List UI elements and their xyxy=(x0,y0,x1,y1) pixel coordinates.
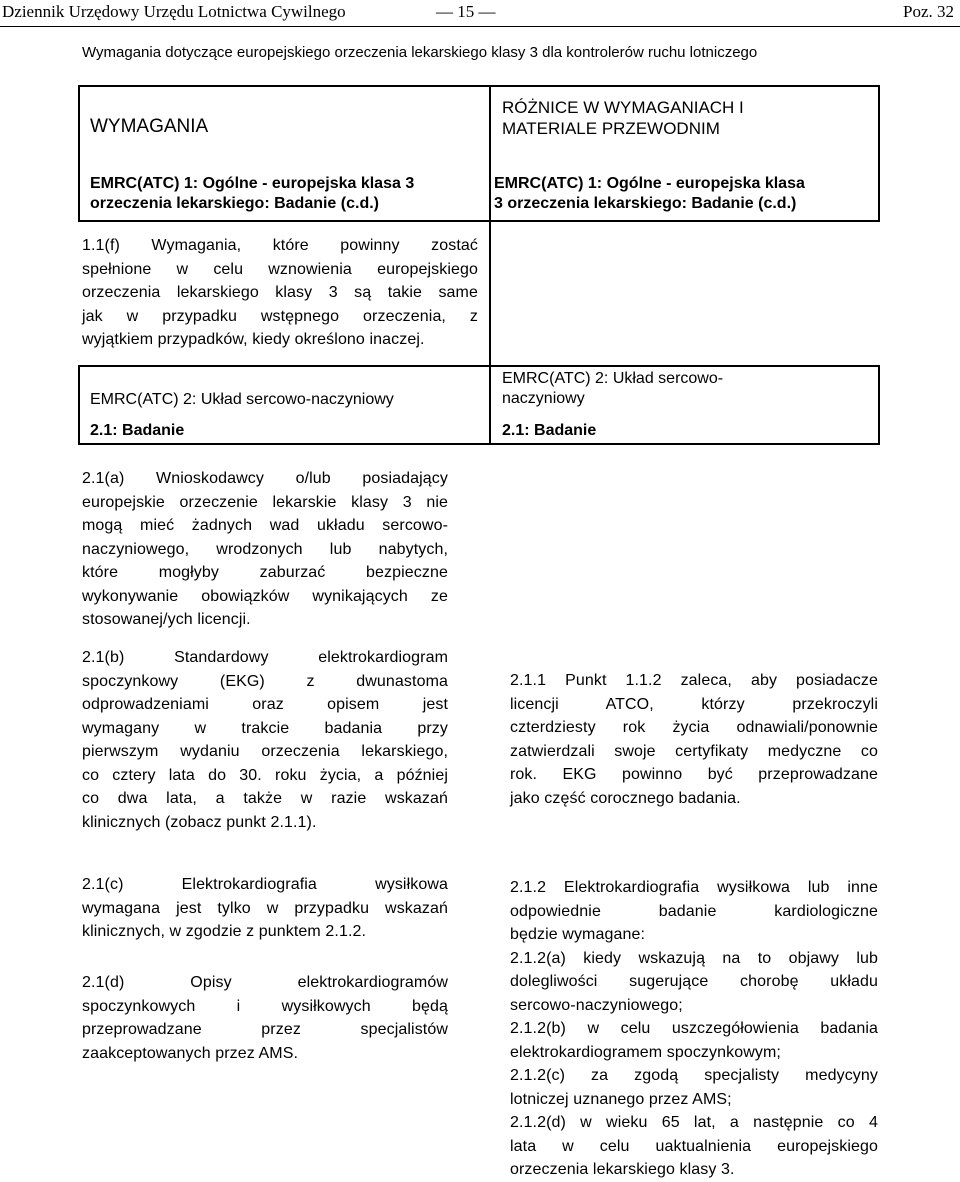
text-line: 2.1(b) Standardowy elektrokardiogram xyxy=(82,649,448,666)
text-line: jako część corocznego badania. xyxy=(510,789,741,807)
page-number: — 15 — xyxy=(436,2,496,21)
text-line: sercowo-naczyniowego; xyxy=(510,996,683,1014)
text-line: spoczynkowy (EKG) z dwunastoma xyxy=(82,672,448,690)
text-line: jak w przypadku wstępnego orzeczenia, z xyxy=(82,307,478,325)
text-line: zaakceptowanych przez AMS. xyxy=(82,1044,299,1062)
section2-title-left: EMRC(ATC) 2: Układ sercowo-naczyniowy xyxy=(90,391,394,408)
paragraph-2-1-1 xyxy=(510,669,878,810)
table-column-divider xyxy=(489,85,491,222)
page-header xyxy=(0,2,960,24)
paragraph-2-1c xyxy=(82,873,448,944)
text-line: wymagana jest tylko w przypadku wskazań xyxy=(82,899,448,917)
text-line: stosowanej/ych licencji. xyxy=(82,611,251,628)
paragraph-2-1d xyxy=(82,971,448,1065)
text-line: wymagany w trakcie badania przy xyxy=(82,719,448,737)
document-title: Wymagania dotyczące europejskiego orzeczenia lekarskiego klasy 3 dla kontrolerów ruchu lotniczego xyxy=(82,44,758,61)
text-line: europejskie orzeczenie lekarskie klasy 3 nie xyxy=(82,493,448,511)
text-line: lata w celu uaktualnienia europejskiego xyxy=(510,1137,878,1155)
section2-subtitle-left: 2.1: Badanie xyxy=(90,422,185,439)
text-line: które mogłyby zaburzać bezpieczne xyxy=(82,564,448,581)
text-line: lotniczej uznanego przez AMS; xyxy=(510,1090,732,1108)
text-line: co cztery lata do 30. roku życia, a później xyxy=(82,766,448,784)
header-divider xyxy=(0,26,960,27)
text-line: co dwa lata, a także w razie wskazań xyxy=(82,790,448,807)
text-line: 2.1.2(d) w wieku 65 lat, a następnie co 4 xyxy=(510,1114,878,1131)
paragraph-2-1-2 xyxy=(510,876,878,1182)
position-number: Poz. 32 xyxy=(903,2,954,21)
text-line: elektrokardiogramem spoczynkowym; xyxy=(510,1043,781,1061)
section1-heading-left: EMRC(ATC) 1: Ogólne - europejska klasa 3 orzeczenia lekarskiego: Badanie (c.d.) xyxy=(90,175,415,212)
paragraph-2-1b xyxy=(82,646,448,834)
text-line: zatwierdzali swoje certyfikaty medyczne co xyxy=(510,742,878,760)
text-line: odprowadzeniami oraz opisem jest xyxy=(82,696,448,713)
text-line: 2.1(d) Opisy elektrokardiogramów xyxy=(82,974,448,991)
column-heading-requirements: WYMAGANIA xyxy=(90,116,209,137)
text-line: wykonywanie obowiązków wynikających ze xyxy=(82,587,448,605)
text-line: 2.1(a) Wnioskodawcy o/lub posiadający xyxy=(82,470,448,487)
text-line: pierwszym wydaniu orzeczenia lekarskiego, xyxy=(82,743,448,760)
text-line: 2.1(c) Elektrokardiografia wysiłkowa xyxy=(82,876,448,893)
text-line: czterdziesty rok życia odnawiali/ponownie xyxy=(510,719,878,736)
table-column-divider xyxy=(489,365,491,445)
journal-title: Dziennik Urzędowy Urzędu Lotnictwa Cywilnego xyxy=(2,2,346,21)
text-line: rok. EKG powinno być przeprowadzane xyxy=(510,766,878,783)
text-line: mogą mieć żadnych wad układu sercowo- xyxy=(82,517,448,534)
text-line: 2.1.1 Punkt 1.1.2 zaleca, aby posiadacze xyxy=(510,672,878,689)
text-line: 2.1.2 Elektrokardiografia wysiłkowa lub inne xyxy=(510,879,878,896)
section1-heading-right: EMRC(ATC) 1: Ogólne - europejska klasa 3 orzeczenia lekarskiego: Badanie (c.d.) xyxy=(494,175,805,212)
text-line: spełnione w celu wznowienia europejskiego xyxy=(82,260,478,278)
column-heading-differences: RÓŻNICE W WYMAGANIACH I MATERIALE PRZEWODNIM xyxy=(502,98,744,138)
text-line: odpowiednie badanie kardiologiczne xyxy=(510,902,878,920)
text-line: będzie wymagane: xyxy=(510,926,646,943)
text-line: 2.1.2(b) w celu uszczegółowienia badania xyxy=(510,1020,878,1037)
text-line: dolegliwości sugerujące chorobę układu xyxy=(510,973,878,990)
text-line: wyjątkiem przypadków, kiedy określono inaczej. xyxy=(82,331,425,348)
text-line: klinicznych (zobacz punkt 2.1.1). xyxy=(82,813,317,831)
text-line: licencji ATCO, którzy przekroczyli xyxy=(510,695,878,713)
paragraph-1-1f xyxy=(82,234,478,352)
text-line: 2.1.2(c) za zgodą specjalisty medycyny xyxy=(510,1067,878,1084)
text-line: przeprowadzane przez specjalistów xyxy=(82,1021,448,1038)
text-line: 1.1(f) Wymagania, które powinny zostać xyxy=(82,237,478,254)
section2-title-right: EMRC(ATC) 2: Układ sercowo- naczyniowy xyxy=(502,370,724,407)
text-line: orzeczenia lekarskiego klasy 3. xyxy=(510,1161,735,1178)
table-column-divider xyxy=(489,222,491,365)
text-line: klinicznych, w zgodzie z punktem 2.1.2. xyxy=(82,923,367,940)
paragraph-2-1a xyxy=(82,467,448,632)
text-line: spoczynkowych i wysiłkowych będą xyxy=(82,997,448,1015)
text-line: orzeczenia lekarskiego klasy 3 są takie same xyxy=(82,284,478,301)
section2-subtitle-right: 2.1: Badanie xyxy=(502,422,597,439)
text-line: 2.1.2(a) kiedy wskazują na to objawy lub xyxy=(510,949,878,967)
text-line: naczyniowego, wrodzonych lub nabytych, xyxy=(82,540,448,558)
